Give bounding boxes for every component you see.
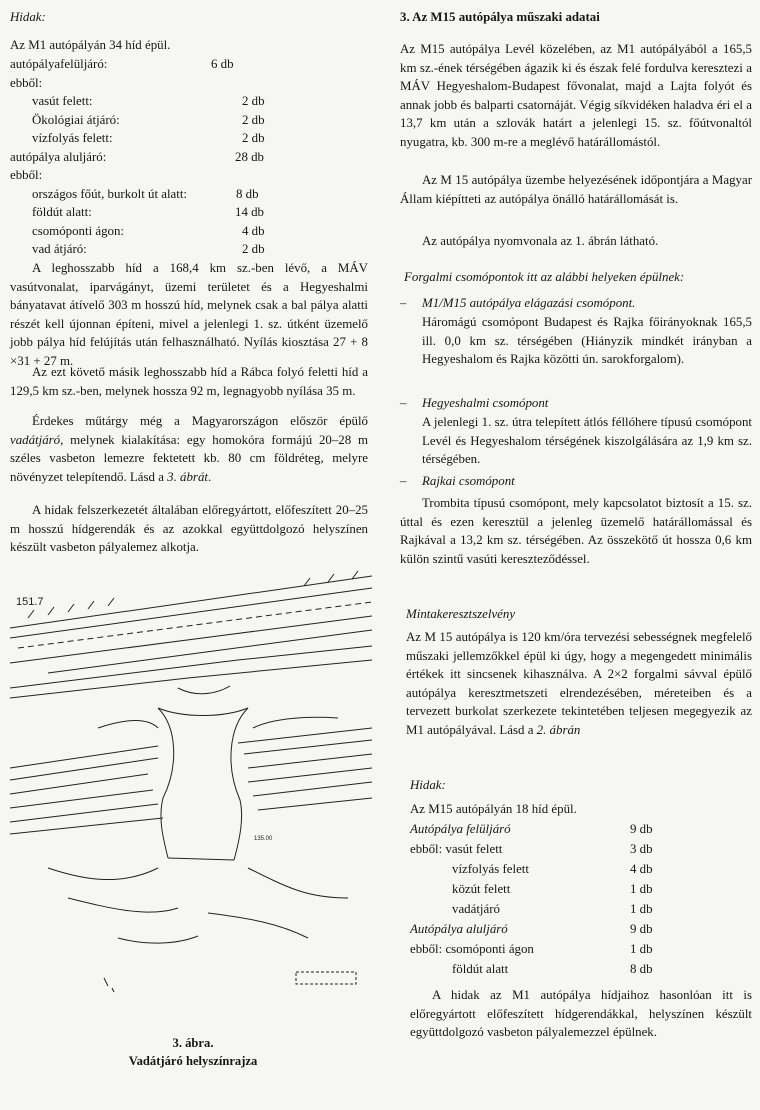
row-value: 4 db bbox=[242, 224, 265, 238]
table-row bbox=[32, 185, 372, 204]
paragraph-route-figure: Az autópálya nyomvonala az 1. ábrán látható. bbox=[422, 234, 659, 248]
row-value: 6 db bbox=[211, 57, 234, 71]
row-label: vasút felett: bbox=[32, 94, 93, 108]
paragraph-m15-bridges-final: A hidak az M1 autópálya hídjaihoz hasonlóan itt is előregyártott előfeszített hídgerendákkal, helyszínen készült együttdolgozó vasbeton pályalemezzel épülnek. bbox=[410, 988, 752, 1040]
row-label: Autópálya aluljáró bbox=[410, 922, 508, 936]
row-value: 9 db bbox=[630, 822, 653, 836]
row-value: 2 db bbox=[242, 113, 265, 127]
row-label: csomóponti ágon: bbox=[32, 224, 125, 238]
table-row bbox=[410, 920, 710, 939]
row-value: 8 db bbox=[236, 187, 259, 201]
row-label: autópályafelüljáró: bbox=[10, 57, 108, 71]
figure-caption-title: Vadátjáró helyszínrajza bbox=[128, 1054, 258, 1068]
row-label: ebből: bbox=[10, 76, 43, 90]
paragraph-superstructure: A hidak felszerkezetét általában előregyártott, előfeszített 20–25 m hosszú hídgerendák és az azokkal együttdolgozó helyszínen készült vasbeton pályalemez alkotja. bbox=[10, 503, 368, 555]
figure-reference: 3. ábrát bbox=[167, 469, 208, 484]
bullet-dash: – bbox=[400, 474, 407, 488]
section-title: 3. Az M15 autópálya műszaki adatai bbox=[400, 10, 600, 24]
table-row bbox=[10, 166, 370, 185]
row-value: 1 db bbox=[630, 882, 653, 896]
row-label: vad átjáró: bbox=[32, 242, 87, 256]
text-span: , melynek kialakítása: egy homokóra formájú 20–28 m széles vasbeton lemezre fektetett kb. 80 cm földréteg, melyre növényzet telepítendő. Lásd a bbox=[10, 432, 368, 484]
row-label: országos főút, burkolt út alatt: bbox=[32, 187, 188, 201]
table-row bbox=[32, 222, 372, 241]
paragraph-longest-bridge: A leghosszabb híd a 168,4 km sz.-ben lévő, a MÁV vasútvonalat, iparvágányt, üzemi területet és a Hegyeshalmi bányatavat átívelő 303 m hosszú híd, melynek csak a bal pálya alatti részét kell újonnan építeni, mivel a jelenlegi 1. sz. útként üzemelő jobb pálya híd felújítás után felhasználható. Nyílás kiosztása 27 + 8 ×31 + 27 m. bbox=[10, 261, 368, 368]
figure-caption-number: 3. ábra. bbox=[172, 1036, 214, 1050]
paragraph-m15-route: Az M15 autópálya Levél közelében, az M1 autópályából a 165,5 km sz.-ének térségében ágazik ki és észak felé fordulva keresztezi a MÁV Hegyeshalom-Budapest fővonalat, majd a Lajta folyót és annak jobb és balparti csatornáját. Végig síkvidéken haladva éri el a 13,7 km után a szlovák határt a jelenlegi 15. sz. főútvonaltól nyugatra, kb. 300 m-re a meglévő határállomástól. bbox=[400, 42, 752, 149]
table-row bbox=[32, 92, 372, 111]
figure-reference: 2. ábrán bbox=[536, 722, 581, 737]
junction-m1-m15-text: Háromágú csomópont Budapest és Rajka főirányoknak 165,5 ill. 0,0 km sz. térségében (Hiányzik mindkét irányban a Hegyeshalom és Rajka közötti ún. sarokforgalom). bbox=[422, 315, 752, 367]
table-row bbox=[410, 940, 710, 959]
table-row bbox=[32, 129, 372, 148]
table-row bbox=[452, 880, 712, 899]
junction-hegyeshalom-title: Hegyeshalmi csomópont bbox=[422, 396, 549, 410]
row-label: földút alatt bbox=[452, 962, 509, 976]
table-row bbox=[32, 111, 372, 130]
row-label: Autópálya felüljáró bbox=[410, 822, 511, 836]
left-column bbox=[8, 0, 374, 1110]
row-value: 2 db bbox=[242, 131, 265, 145]
row-value: 14 db bbox=[235, 205, 265, 219]
cross-section-text bbox=[406, 628, 752, 740]
row-value: 4 db bbox=[630, 862, 653, 876]
table-row bbox=[410, 820, 710, 839]
row-label: ebből: bbox=[10, 168, 43, 182]
row-value: 1 db bbox=[630, 902, 653, 916]
text-span: . bbox=[207, 469, 212, 484]
row-label: vadátjáró bbox=[452, 902, 500, 916]
table-row bbox=[452, 860, 712, 879]
row-label: ebből: csomóponti ágon bbox=[410, 942, 534, 956]
row-value: 8 db bbox=[630, 962, 653, 976]
row-value: 1 db bbox=[630, 942, 653, 956]
paragraph-rabca-bridge: Az ezt követő másik leghosszabb híd a Rábca folyó feletti híd a 129,5 km sz.-ben, melynek hossza 92 m, legnagyobb nyílása 35 m. bbox=[10, 365, 368, 398]
paragraph-border-station: Az M 15 autópálya üzembe helyezésének időpontjára a Magyar Állam kiépítteti az autópálya önálló határállomását is. bbox=[400, 173, 752, 206]
row-value: 9 db bbox=[630, 922, 653, 936]
junction-hegyeshalom-text: A jelenlegi 1. sz. útra telepített átlós féllóhere típusú csomópont Levél és Hegyeshalom térségének kiszolgálására az 1,9 km sz. térségében. bbox=[422, 415, 752, 467]
table-row bbox=[452, 900, 712, 919]
junctions-heading: Forgalmi csomópontok itt az alábbi helyeken épülnek: bbox=[404, 270, 685, 284]
cross-section-heading: Mintakeresztszelvény bbox=[406, 607, 516, 621]
row-value: 2 db bbox=[242, 94, 265, 108]
bullet-dash: – bbox=[400, 396, 407, 410]
table-row bbox=[452, 960, 712, 979]
text-span: Érdekes műtárgy még a Magyarországon először épülő bbox=[32, 414, 368, 428]
junction-rajka-title: Rajkai csomópont bbox=[422, 474, 515, 488]
paragraph-wildlife-crossing bbox=[10, 412, 368, 486]
row-label: földút alatt: bbox=[32, 205, 92, 219]
text-span: Az M 15 autópálya is 120 km/óra tervezési sebességnek megfelelő műszaki jellemzőkkel épül ki úgy, hogy a megengedett minimális értékek itt sincsenek kihasználva. A 2×2 forgalmi sávval épülő autópálya keresztmetszeti elrendezésében, méreteiben és a tervezett burkolat szerkezete tekintetében teljesen megegyezik az M1 autópályával. Lásd a bbox=[406, 630, 752, 737]
elevation-label: 151.7 bbox=[16, 596, 44, 608]
table-row bbox=[10, 148, 370, 167]
table-row bbox=[10, 55, 370, 74]
table-row bbox=[32, 240, 372, 259]
m15-bridge-intro: Az M15 autópályán 18 híd épül. bbox=[410, 802, 577, 816]
row-label: autópálya aluljáró: bbox=[10, 150, 107, 164]
row-value: 3 db bbox=[630, 842, 653, 856]
junction-rajka-text: Trombita típusú csomópont, mely kapcsolatot biztosít a 15. sz. úttal és ezen keresztül a jelenleg üzemelő határállomással és Rajkával a 13,2 km sz. térségében. Az összekötő út hossza 0,6 km külön szintű vasúti kereszteződéssel. bbox=[400, 496, 752, 566]
row-label: vízfolyás felett: bbox=[32, 131, 113, 145]
elevation-label-small: 135.00 bbox=[254, 836, 273, 842]
row-label: közút felett bbox=[452, 882, 511, 896]
right-column bbox=[400, 0, 752, 1110]
m15-bridges-heading: Hidak: bbox=[410, 778, 446, 792]
figure-3-site-plan bbox=[8, 568, 380, 1008]
bullet-dash: – bbox=[400, 296, 407, 310]
table-row bbox=[32, 203, 372, 222]
text-span-italic: vadátjáró bbox=[10, 432, 61, 447]
bridges-heading: Hidak: bbox=[10, 10, 46, 24]
site-plan-drawing bbox=[8, 568, 380, 1008]
row-label: ebből: vasút felett bbox=[410, 842, 503, 856]
row-label: Ökológiai átjáró: bbox=[32, 113, 120, 127]
table-row bbox=[10, 74, 370, 93]
row-value: 2 db bbox=[242, 242, 265, 256]
row-value: 28 db bbox=[235, 150, 265, 164]
table-row bbox=[410, 840, 710, 859]
row-label: vízfolyás felett bbox=[452, 862, 529, 876]
m1-bridge-intro: Az M1 autópályán 34 híd épül. bbox=[10, 38, 171, 52]
junction-m1-m15-title: M1/M15 autópálya elágazási csomópont. bbox=[422, 296, 636, 310]
